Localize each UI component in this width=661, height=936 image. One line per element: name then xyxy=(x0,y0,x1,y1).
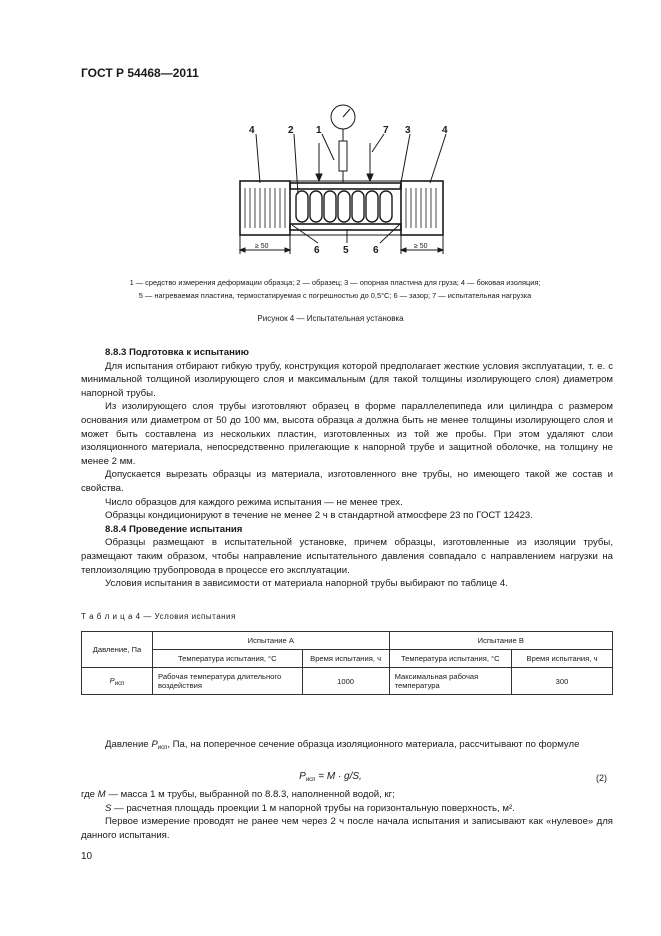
callout-6-left: 6 xyxy=(314,245,320,256)
table-cell-time-b: 300 xyxy=(512,668,613,695)
dimension-right: ≥ 50 xyxy=(414,243,428,250)
table-header-pressure: Давление, Па xyxy=(82,632,153,668)
figure-caption: Рисунок 4 — Испытательная установка xyxy=(257,314,404,323)
pressure-intro xyxy=(81,738,613,756)
table-header-temp-b: Температура испытания, °С xyxy=(389,650,511,668)
paragraph: Для испытания отбирают гибкую трубу, конструкция которой предполагает жесткие условия эксплуатации, т. е. с минимальной толщиной изолирующего слоя и максимальным (для такой толщины изолирующего слоя) диаметром напорной трубы. xyxy=(81,360,613,399)
paragraph: Первое измерение проводят не ранее чем через 2 ч после начала испытания и записывают как «нулевое» для данного испытания. xyxy=(81,816,613,841)
callout-1: 1 xyxy=(316,125,322,136)
callout-3: 3 xyxy=(405,125,411,136)
paragraph: Число образцов для каждого режима испытания — не менее трех. xyxy=(105,496,403,508)
section-8-8-3 xyxy=(81,346,613,591)
table-header-test-a: Испытание А xyxy=(153,632,390,650)
table-header-temp-a: Температура испытания, °С xyxy=(153,650,303,668)
callout-4-right: 4 xyxy=(442,125,448,136)
legend-line-2: 5 — нагреваемая пластина, термостатируемая с погрешностью до 0,5°С; 6 — зазор; 7 — испытательная нагрузка xyxy=(138,291,532,300)
table-header-time-b: Время испытания, ч xyxy=(512,650,613,668)
table-row xyxy=(82,668,613,695)
table-cell-time-a: 1000 xyxy=(302,668,389,695)
paragraph: Из изолирующего слоя трубы изготовляют образец в форме параллелепипеда или цилиндра с размером основания или диаметром от 50 до 100 мм, высота образца a должна быть не менее толщины изолирующего слоя и может быть составлена из нескольких пластин, изготовленных из той же пробы. При этом удаляют слои изоляционного материала, непосредственно прилегающие к напорной трубе и защитной оболочке, на толщину не менее 2 мм. xyxy=(81,401,613,467)
test-setup-figure xyxy=(0,104,661,264)
figure-legend xyxy=(40,276,630,302)
table-caption: Т а б л и ц а 4 — Условия испытания xyxy=(81,612,236,621)
callout-2: 2 xyxy=(288,125,294,136)
table-cell-temp-b: Максимальная рабочая температура xyxy=(389,668,511,695)
where-m: где M — масса 1 м трубы, выбранной по 8.8.3, наполненной водой, кг; xyxy=(81,789,395,800)
document-header: ГОСТ Р 54468—2011 xyxy=(81,66,199,80)
paragraph: Условия испытания в зависимости от материала напорной трубы выбирают по таблице 4. xyxy=(105,578,508,590)
legend-line-1: 1 — средство измерения деформации образца; 2 — образец; 3 — опорная пластина для груза; 4 — боковая изоляция; xyxy=(129,278,541,287)
section-title-8-8-4: 8.8.4 Проведение испытания xyxy=(105,523,243,535)
table-cell-pressure: $P_{исп}$ xyxy=(82,668,153,695)
table-cell-temp-a: Рабочая температура длительного воздействия xyxy=(153,668,303,695)
section-title-8-8-3: 8.8.3 Подготовка к испытанию xyxy=(105,347,249,358)
table-header-test-b: Испытание В xyxy=(389,632,612,650)
dimension-left: ≥ 50 xyxy=(255,243,269,250)
formula-number: (2) xyxy=(596,773,607,783)
page-number: 10 xyxy=(81,851,93,862)
callout-4-left: 4 xyxy=(249,125,255,136)
test-conditions-table xyxy=(81,631,613,695)
paragraph: Образцы кондиционируют в течение не менее 2 ч в стандартной атмосфере 23 по ГОСТ 12423. xyxy=(105,510,533,522)
paragraph: Давление $P_{исп}$, Па, на поперечное сечение образца изоляционного материала, рассчитывают по формуле xyxy=(105,739,580,751)
table-header-time-a: Время испытания, ч xyxy=(302,650,389,668)
callout-6-right: 6 xyxy=(373,245,379,256)
where-s: S — расчетная площадь проекции 1 м напорной трубы на горизонтальную поверхность, м². xyxy=(105,802,515,814)
callout-7: 7 xyxy=(383,125,389,136)
paragraph: Допускается вырезать образцы из материала, изготовленного вне трубы, но имеющего такой же состав и свойства. xyxy=(81,469,613,494)
callout-5: 5 xyxy=(343,245,349,256)
paragraph: Образцы размещают в испытательной установке, причем образцы, изготовленные из изоляции трубы, размещают таким образом, чтобы направление испытательного давления совпадало с направлением нагрузки на теплоизоляцию трубопровода в процессе его эксплуатации. xyxy=(81,537,613,576)
formula-explanation xyxy=(81,788,613,842)
formula: $P_{исп} = M \cdot g/S$, xyxy=(299,771,362,783)
